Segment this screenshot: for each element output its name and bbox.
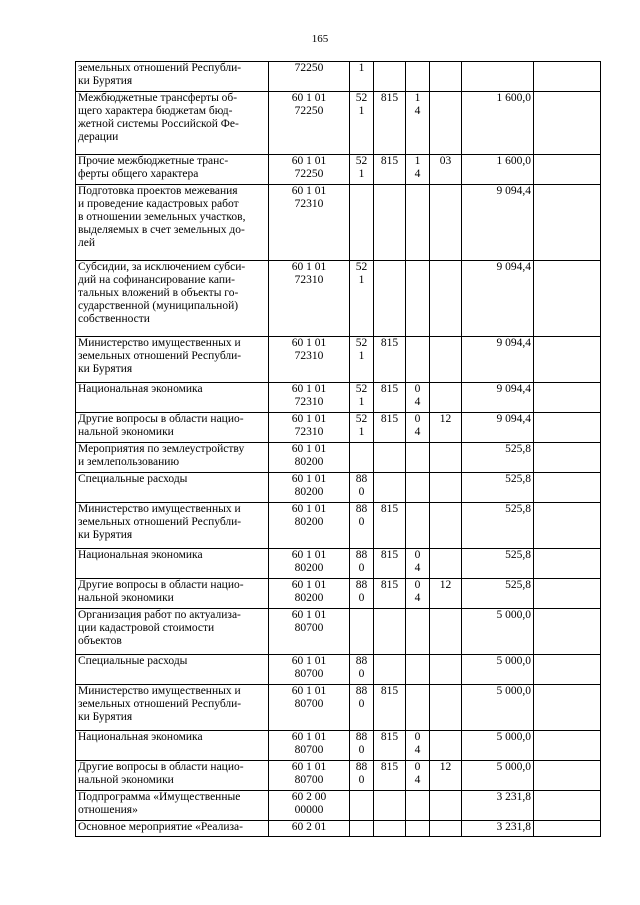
row-code-cell: 60 1 01 80200 (269, 579, 350, 609)
row-code-cell: 60 1 01 80700 (269, 685, 350, 731)
table-row (76, 731, 601, 761)
row-sum-cell: 1 600,0 (462, 92, 534, 155)
table-row (76, 337, 601, 383)
row-code-cell: 60 1 01 72250 (269, 155, 350, 185)
row-rz-cell: 0 4 (406, 383, 430, 413)
row-vr-cell: 88 0 (350, 761, 374, 791)
budget-table (75, 61, 601, 837)
row-name-cell: Специальные расходы (76, 473, 269, 503)
row-code-cell: 60 1 01 80700 (269, 761, 350, 791)
row-sum-cell: 3 231,8 (462, 821, 534, 837)
row-vr-cell: 52 1 (350, 92, 374, 155)
row-pr-cell (430, 503, 462, 549)
row-name-cell: Организация работ по актуализа- ции кадастровой стоимости объектов (76, 609, 269, 655)
row-name-cell: Подготовка проектов межевания и проведение кадастровых работ в отношении земельных участков, выделяемых в счет земельных до- лей (76, 185, 269, 261)
table-row (76, 761, 601, 791)
row-rz-cell (406, 609, 430, 655)
row-name-cell: Другие вопросы в области нацио- нальной экономики (76, 579, 269, 609)
row-pr-cell: 03 (430, 155, 462, 185)
row-pr-cell (430, 62, 462, 92)
row-ved-cell: 815 (374, 383, 406, 413)
row-ved-cell: 815 (374, 503, 406, 549)
table-row (76, 579, 601, 609)
row-pr-cell (430, 92, 462, 155)
row-empty-cell (534, 155, 601, 185)
row-ved-cell (374, 609, 406, 655)
row-code-cell: 60 2 01 (269, 821, 350, 837)
row-vr-cell: 52 1 (350, 383, 374, 413)
row-empty-cell (534, 413, 601, 443)
row-pr-cell (430, 383, 462, 413)
row-rz-cell: 1 4 (406, 92, 430, 155)
row-sum-cell: 5 000,0 (462, 731, 534, 761)
table-row (76, 413, 601, 443)
row-empty-cell (534, 92, 601, 155)
row-ved-cell: 815 (374, 413, 406, 443)
row-name-cell: Министерство имущественных и земельных отношений Республи- ки Бурятия (76, 337, 269, 383)
row-vr-cell: 52 1 (350, 413, 374, 443)
row-empty-cell (534, 62, 601, 92)
row-code-cell: 72250 (269, 62, 350, 92)
row-vr-cell: 88 0 (350, 685, 374, 731)
table-row (76, 473, 601, 503)
row-pr-cell (430, 685, 462, 731)
row-pr-cell: 12 (430, 579, 462, 609)
table-row (76, 549, 601, 579)
row-empty-cell (534, 185, 601, 261)
row-sum-cell: 9 094,4 (462, 261, 534, 337)
row-empty-cell (534, 685, 601, 731)
row-sum-cell: 9 094,4 (462, 337, 534, 383)
row-code-cell: 60 1 01 80700 (269, 655, 350, 685)
row-rz-cell (406, 473, 430, 503)
table-row (76, 383, 601, 413)
table-row (76, 503, 601, 549)
row-name-cell: Министерство имущественных и земельных отношений Республи- ки Бурятия (76, 685, 269, 731)
row-code-cell: 60 1 01 80700 (269, 609, 350, 655)
row-ved-cell (374, 473, 406, 503)
row-ved-cell: 815 (374, 549, 406, 579)
row-ved-cell (374, 791, 406, 821)
row-sum-cell: 9 094,4 (462, 185, 534, 261)
row-name-cell: Национальная экономика (76, 383, 269, 413)
row-ved-cell (374, 443, 406, 473)
row-code-cell: 60 2 00 00000 (269, 791, 350, 821)
row-rz-cell (406, 791, 430, 821)
table-row (76, 62, 601, 92)
row-name-cell: Межбюджетные трансферты об- щего характера бюджетам бюд- жетной системы Российской Фе- дерации (76, 92, 269, 155)
row-vr-cell (350, 185, 374, 261)
row-sum-cell: 525,8 (462, 549, 534, 579)
row-pr-cell (430, 609, 462, 655)
row-sum-cell: 1 600,0 (462, 155, 534, 185)
row-ved-cell: 815 (374, 731, 406, 761)
row-name-cell: Национальная экономика (76, 549, 269, 579)
row-empty-cell (534, 579, 601, 609)
row-empty-cell (534, 821, 601, 837)
row-vr-cell: 88 0 (350, 579, 374, 609)
table-row (76, 655, 601, 685)
row-pr-cell: 12 (430, 413, 462, 443)
row-empty-cell (534, 791, 601, 821)
row-ved-cell: 815 (374, 685, 406, 731)
row-vr-cell: 52 1 (350, 261, 374, 337)
row-rz-cell (406, 443, 430, 473)
row-rz-cell: 0 4 (406, 731, 430, 761)
table-row (76, 155, 601, 185)
row-sum-cell: 525,8 (462, 473, 534, 503)
row-empty-cell (534, 443, 601, 473)
row-pr-cell: 12 (430, 761, 462, 791)
row-rz-cell: 0 4 (406, 413, 430, 443)
row-ved-cell (374, 821, 406, 837)
row-rz-cell: 1 4 (406, 155, 430, 185)
row-sum-cell: 9 094,4 (462, 413, 534, 443)
row-code-cell: 60 1 01 72310 (269, 383, 350, 413)
row-ved-cell: 815 (374, 337, 406, 383)
row-rz-cell (406, 821, 430, 837)
row-code-cell: 60 1 01 80200 (269, 549, 350, 579)
row-empty-cell (534, 655, 601, 685)
row-name-cell: Основное мероприятие «Реализа- (76, 821, 269, 837)
row-name-cell: Подпрограмма «Имущественные отношения» (76, 791, 269, 821)
row-empty-cell (534, 549, 601, 579)
row-empty-cell (534, 731, 601, 761)
row-code-cell: 60 1 01 72310 (269, 261, 350, 337)
table-row (76, 261, 601, 337)
row-name-cell: Специальные расходы (76, 655, 269, 685)
table-row (76, 685, 601, 731)
page-number: 165 (311, 33, 329, 45)
row-code-cell: 60 1 01 72310 (269, 185, 350, 261)
row-rz-cell (406, 503, 430, 549)
row-name-cell: Другие вопросы в области нацио- нальной экономики (76, 761, 269, 791)
row-code-cell: 60 1 01 80200 (269, 503, 350, 549)
row-empty-cell (534, 761, 601, 791)
row-empty-cell (534, 503, 601, 549)
row-vr-cell (350, 609, 374, 655)
row-name-cell: Национальная экономика (76, 731, 269, 761)
row-pr-cell (430, 337, 462, 383)
row-rz-cell (406, 261, 430, 337)
row-empty-cell (534, 261, 601, 337)
row-name-cell: Другие вопросы в области нацио- нальной экономики (76, 413, 269, 443)
row-vr-cell: 1 (350, 62, 374, 92)
row-ved-cell: 815 (374, 761, 406, 791)
row-rz-cell: 0 4 (406, 761, 430, 791)
row-rz-cell: 0 4 (406, 549, 430, 579)
row-rz-cell (406, 685, 430, 731)
row-vr-cell (350, 443, 374, 473)
row-code-cell: 60 1 01 72310 (269, 337, 350, 383)
row-vr-cell: 88 0 (350, 473, 374, 503)
row-code-cell: 60 1 01 72250 (269, 92, 350, 155)
row-pr-cell (430, 473, 462, 503)
row-sum-cell (462, 62, 534, 92)
row-sum-cell: 5 000,0 (462, 655, 534, 685)
row-name-cell: Министерство имущественных и земельных отношений Республи- ки Бурятия (76, 503, 269, 549)
table-row (76, 92, 601, 155)
row-name-cell: Мероприятия по землеустройству и землепользованию (76, 443, 269, 473)
row-pr-cell (430, 443, 462, 473)
row-sum-cell: 5 000,0 (462, 609, 534, 655)
row-sum-cell: 525,8 (462, 579, 534, 609)
row-pr-cell (430, 791, 462, 821)
row-sum-cell: 9 094,4 (462, 383, 534, 413)
row-ved-cell (374, 185, 406, 261)
row-sum-cell: 525,8 (462, 443, 534, 473)
row-code-cell: 60 1 01 72310 (269, 413, 350, 443)
table-row (76, 443, 601, 473)
table-row (76, 609, 601, 655)
table-row (76, 185, 601, 261)
row-empty-cell (534, 609, 601, 655)
table-row (76, 791, 601, 821)
table-body (76, 62, 601, 837)
row-ved-cell: 815 (374, 155, 406, 185)
row-ved-cell (374, 655, 406, 685)
row-pr-cell (430, 261, 462, 337)
row-vr-cell (350, 821, 374, 837)
row-rz-cell (406, 185, 430, 261)
row-name-cell: Прочие межбюджетные транс- ферты общего характера (76, 155, 269, 185)
row-vr-cell: 88 0 (350, 731, 374, 761)
row-vr-cell: 88 0 (350, 503, 374, 549)
row-ved-cell: 815 (374, 92, 406, 155)
row-vr-cell: 88 0 (350, 549, 374, 579)
row-ved-cell: 815 (374, 579, 406, 609)
row-rz-cell (406, 337, 430, 383)
row-pr-cell (430, 185, 462, 261)
row-empty-cell (534, 473, 601, 503)
row-pr-cell (430, 549, 462, 579)
row-pr-cell (430, 655, 462, 685)
row-code-cell: 60 1 01 80200 (269, 443, 350, 473)
row-vr-cell: 88 0 (350, 655, 374, 685)
row-vr-cell: 52 1 (350, 155, 374, 185)
row-code-cell: 60 1 01 80200 (269, 473, 350, 503)
row-pr-cell (430, 821, 462, 837)
row-rz-cell: 0 4 (406, 579, 430, 609)
row-pr-cell (430, 731, 462, 761)
row-ved-cell (374, 261, 406, 337)
row-empty-cell (534, 337, 601, 383)
row-empty-cell (534, 383, 601, 413)
row-rz-cell (406, 62, 430, 92)
row-rz-cell (406, 655, 430, 685)
row-code-cell: 60 1 01 80700 (269, 731, 350, 761)
row-sum-cell: 5 000,0 (462, 685, 534, 731)
row-vr-cell (350, 791, 374, 821)
row-sum-cell: 5 000,0 (462, 761, 534, 791)
table-row (76, 821, 601, 837)
row-sum-cell: 525,8 (462, 503, 534, 549)
row-name-cell: Субсидии, за исключением субси- дий на софинансирование капи- тальных вложений в объекты го- сударственной (муниципальной) собственности (76, 261, 269, 337)
row-name-cell: земельных отношений Республи- ки Бурятия (76, 62, 269, 92)
row-sum-cell: 3 231,8 (462, 791, 534, 821)
row-ved-cell (374, 62, 406, 92)
row-vr-cell: 52 1 (350, 337, 374, 383)
